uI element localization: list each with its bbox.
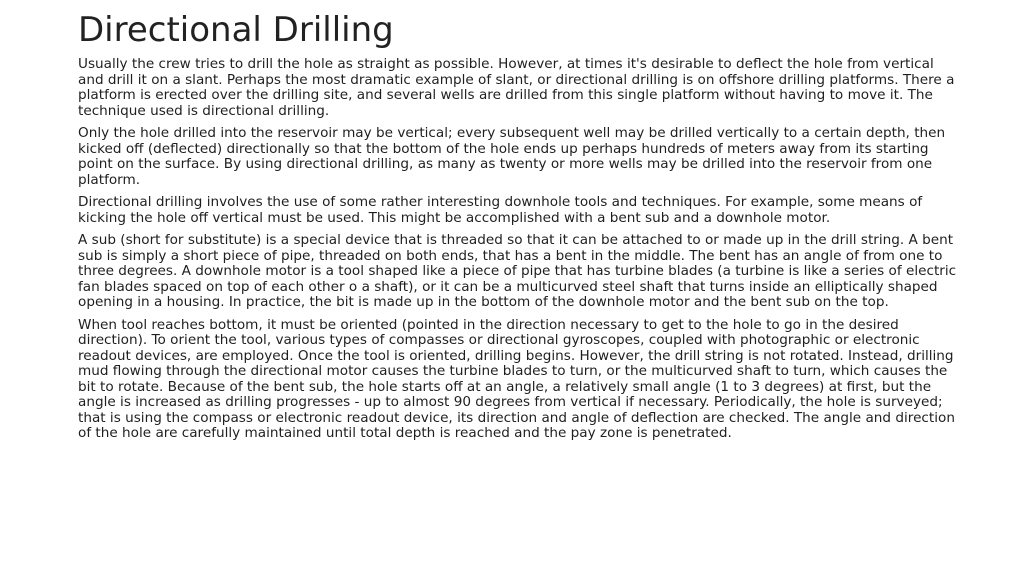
paragraph-1: Usually the crew tries to drill the hole as straight as possible. However, at times it's desirable to deflect the hole from vertical and drill it on a slant. Perhaps the most dramatic example of slant, or directional drilling is on offshore drilling platforms. There a platform is erected over the drilling site, and several wells are drilled from this single platform without having to move it. The technique used is directional drilling.	[78, 56, 955, 119]
paragraph-4: A sub (short for substitute) is a special device that is threaded so that it can be attached to or made up in the drill string. A bent sub is simply a short piece of pipe, threaded on both ends, that has a bent in the middle. The bent has an angle of from one to three degrees. A downhole motor is a tool shaped like a piece of pipe that has turbine blades (a turbine is like a series of electric fan blades spaced on top of each other o a shaft), or it can be a multicurved steel shaft that turns inside an elliptically shaped opening in a housing. In practice, the bit is made up in the bottom of the downhole motor and the bent sub on the top.	[78, 232, 957, 310]
slide-title: Directional Drilling	[78, 10, 394, 50]
paragraph-3: Directional drilling involves the use of some rather interesting downhole tools and techniques. For example, some means of kicking the hole off vertical must be used. This might be accomplished with a bent sub and a downhole motor.	[78, 194, 923, 226]
paragraph-5: When tool reaches bottom, it must be oriented (pointed in the direction necessary to get to the hole to go in the desired direction). To orient the tool, various types of compasses or directional gyroscopes, coupled with photographic or electronic readout devices, are employed. Once the tool is oriented, drilling begins. However, the drill string is not rotated. Instead, drilling mud flowing through the directional motor causes the turbine blades to turn, or the multicurved shaft to turn, which causes the bit to rotate. Because of the bent sub, the hole starts off at an angle, a relatively small angle (1 to 3 degrees) at first, but the angle is increased as drilling progresses - up to almost 90 degrees from vertical if necessary. Periodically, the hole is surveyed; that is using the compass or electronic readout device, its direction and angle of deflection are checked. The angle and direction of the hole are carefully maintained until total depth is reached and the pay zone is penetrated.	[78, 316, 955, 441]
paragraph-2: Only the hole drilled into the reservoir may be vertical; every subsequent well may be drilled vertically to a certain depth, then kicked off (deflected) directionally so that the bottom of the hole ends up perhaps hundreds of meters away from its starting point on the surface. By using directional drilling, as many as twenty or more wells may be drilled into the reservoir from one platform.	[78, 125, 946, 188]
slide-body	[78, 57, 958, 442]
